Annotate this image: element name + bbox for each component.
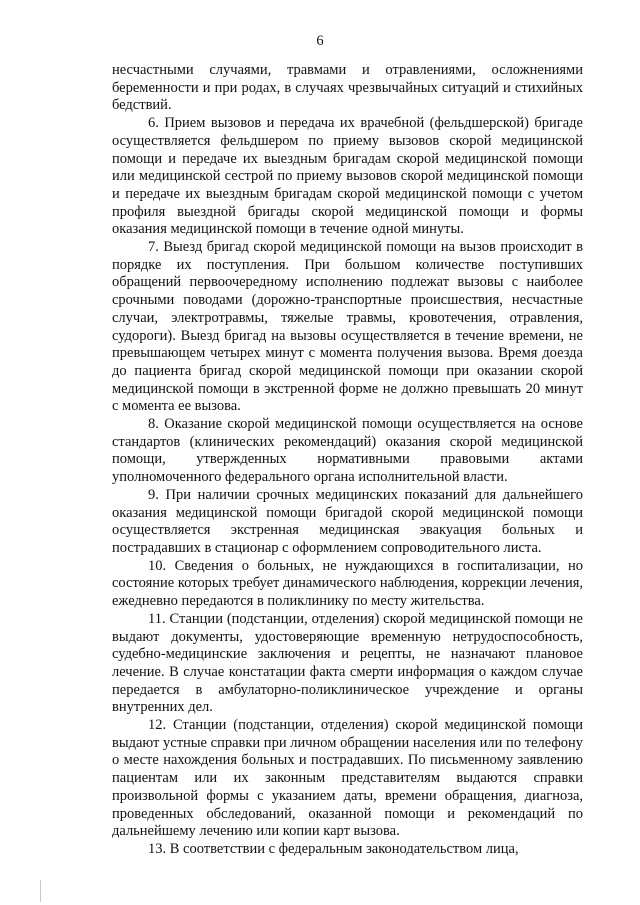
paragraph-12: 12. Станции (подстанции, отделения) скорой медицинской помощи выдают устные справки при личном обращении населения или по телефону о месте нахождения больных и пострадавших. По письменному заявлению пациентам или их законным представителям выдаются справки произвольной формы с указанием даты, времени обращения, диагноза, проведенных обследований, оказанной помощи и рекомендаций по дальнейшему лечению или копии карт вызова. (112, 717, 583, 840)
paragraph-9: 9. При наличии срочных медицинских показаний для дальнейшего оказания медицинской помощи бригадой скорой медицинской помощи осуществляется экстренная медицинская эвакуация больных и пострадавших в стационар с оформлением сопроводительного листа. (112, 486, 583, 556)
paragraph-6: 6. Прием вызовов и передача их врачебной (фельдшерской) бригаде осуществляется фельдшером по приему вызовов скорой медицинской помощи и передаче их выездным бригадам скорой медицинской помощи или медицинской сестрой по приему вызовов скорой медицинской помощи и передаче их выездным бригадам скорой медицинской помощи с учетом профиля выездной бригады скорой медицинской помощи и формы оказания медицинской помощи в течение одной минуты. (112, 115, 583, 238)
paragraph-13: 13. В соответствии с федеральным законодательством лица, (148, 840, 519, 857)
document-body (112, 62, 583, 859)
paragraph-8: 8. Оказание скорой медицинской помощи осуществляется на основе стандартов (клинических рекомендаций) оказания скорой медицинской помощи, утвержденных нормативными правовыми актами уполномоченного федерального органа исполнительной власти. (112, 416, 583, 486)
paragraph-7: 7. Выезд бригад скорой медицинской помощи на вызов происходит в порядке их поступления. При большом количестве поступивших обращений первоочередному исполнению подлежат вызовы с наиболее срочными поводами (дорожно-транспортные происшествия, несчастные случаи, электротравмы, тяжелые травмы, кровотечения, отравления, судороги). Выезд бригад на вызовы осуществляется в течение времени, не превышающем четырех минут с момента получения вызова. Время доезда до пациента бригад скорой медицинской помощи при оказании скорой медицинской помощи в экстренной форме не должно превышать 20 минут с момента ее вызова. (112, 239, 583, 415)
paragraph-11: 11. Станции (подстанции, отделения) скорой медицинской помощи не выдают документы, удостоверяющие временную нетрудоспособность, судебно-медицинские заключения и рецепты, не назначают плановое лечение. В случае констатации факта смерти информация о каждом случае передается в амбулаторно-поликлиническое учреждение и органы внутренних дел. (112, 610, 583, 716)
paragraph-10: 10. Сведения о больных, не нуждающихся в госпитализации, но состояние которых требует динамического наблюдения, коррекции лечения, ежедневно передаются в поликлинику по месту жительства. (112, 557, 583, 610)
page-number: 6 (316, 33, 324, 49)
scan-mark-left (40, 880, 41, 902)
paragraph-continuation: несчастными случаями, травмами и отравлениями, осложнениями беременности и при родах, в случаях чрезвычайных ситуаций и стихийных бедствий. (112, 62, 583, 114)
